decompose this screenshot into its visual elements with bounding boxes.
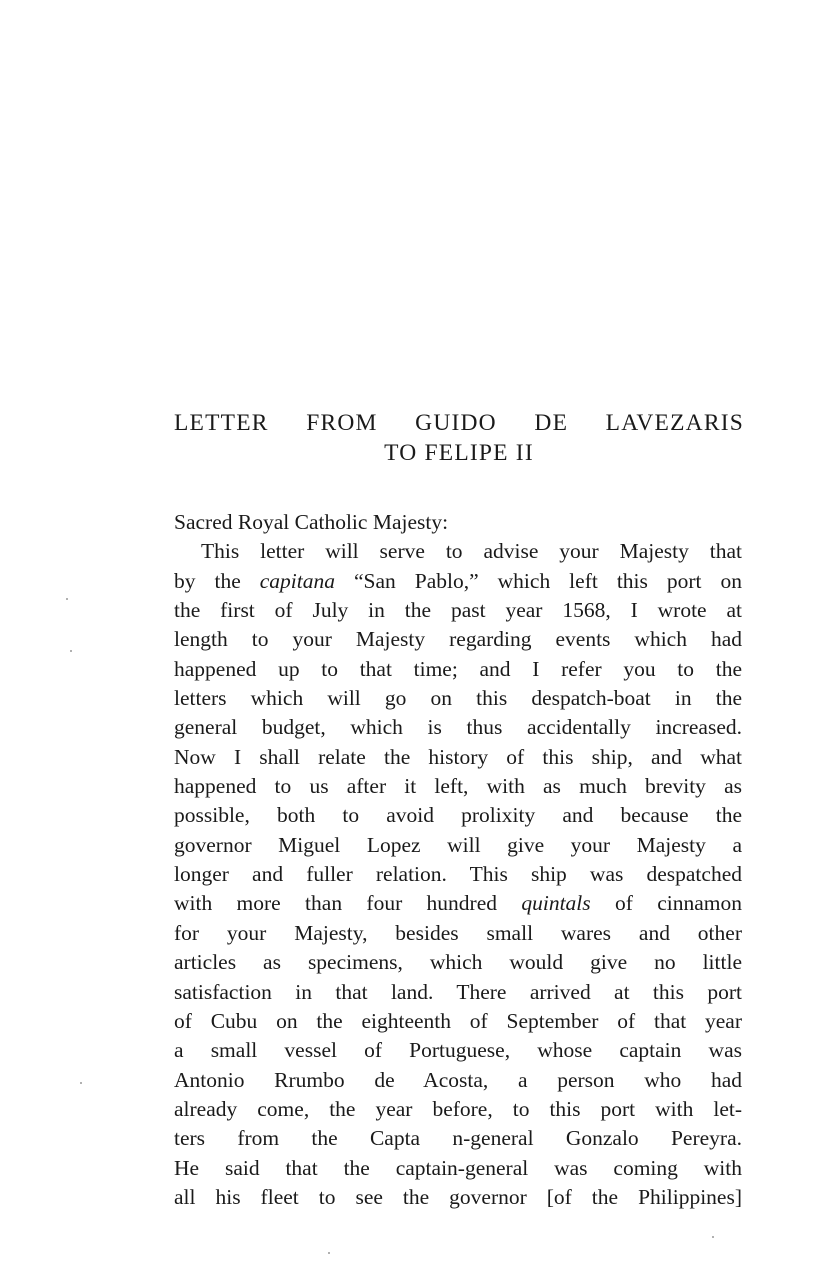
body-line: longer and fuller relation. This ship was despatched xyxy=(174,862,742,887)
scan-speck xyxy=(66,598,68,600)
body-line: possible, both to avoid prolixity and because the xyxy=(174,803,742,828)
body-line: articles as specimens, which would give no little xyxy=(174,950,742,975)
letter-title-line-1: LETTER FROM GUIDO DE LAVEZARIS xyxy=(174,410,744,436)
body-line xyxy=(174,567,742,596)
body-line: Now I shall relate the history of this ship, and what xyxy=(174,744,742,769)
body-line: governor Miguel Lopez will give your Majesty a xyxy=(174,832,742,857)
body-line: for your Majesty, besides small wares and other xyxy=(174,920,742,945)
italic-term: quintals xyxy=(521,891,591,916)
body-line: letters which will go on this despatch-boat in the xyxy=(174,686,742,711)
body-line: He said that the captain-general was coming with xyxy=(174,1155,742,1180)
body-line-text: with more than four hundred xyxy=(174,891,522,916)
body-line: happened to us after it left, with as much brevity as xyxy=(174,774,742,799)
scan-speck xyxy=(80,1082,82,1084)
body-line-text: “San Pablo,” which left this port on xyxy=(335,568,742,593)
body-line: the first of July in the past year 1568, I wrote at xyxy=(174,598,742,623)
body-line-text: of cinnamon xyxy=(590,891,742,916)
italic-term: capitana xyxy=(259,568,335,593)
body-line: satisfaction in that land. There arrived at this port xyxy=(174,979,742,1004)
body-line: This letter will serve to advise your Majesty that xyxy=(201,539,742,564)
body-line: happened up to that time; and I refer you to the xyxy=(174,656,742,681)
scan-speck xyxy=(712,1236,714,1238)
body-line: ters from the Capta n-general Gonzalo Pereyra. xyxy=(174,1126,742,1151)
body-line: length to your Majesty regarding events which had xyxy=(174,627,742,652)
body-line: of Cubu on the eighteenth of September of that year xyxy=(174,1008,742,1033)
salutation: Sacred Royal Catholic Majesty: xyxy=(174,510,449,534)
scan-speck xyxy=(70,650,72,652)
body-line xyxy=(174,889,742,918)
letter-body xyxy=(174,508,742,1212)
body-line: general budget, which is thus accidentally increased. xyxy=(174,715,742,740)
body-line: all his fleet to see the governor [of the Philippines] xyxy=(174,1184,742,1209)
body-line: a small vessel of Portuguese, whose captain was xyxy=(174,1038,742,1063)
letter-title-line-2: TO FELIPE II xyxy=(384,440,534,466)
scan-speck xyxy=(328,1252,330,1254)
body-line: Antonio Rrumbo de Acosta, a person who had xyxy=(174,1067,742,1092)
body-line-text: by the xyxy=(174,568,260,593)
body-line: already come, the year before, to this port with let- xyxy=(174,1096,742,1121)
